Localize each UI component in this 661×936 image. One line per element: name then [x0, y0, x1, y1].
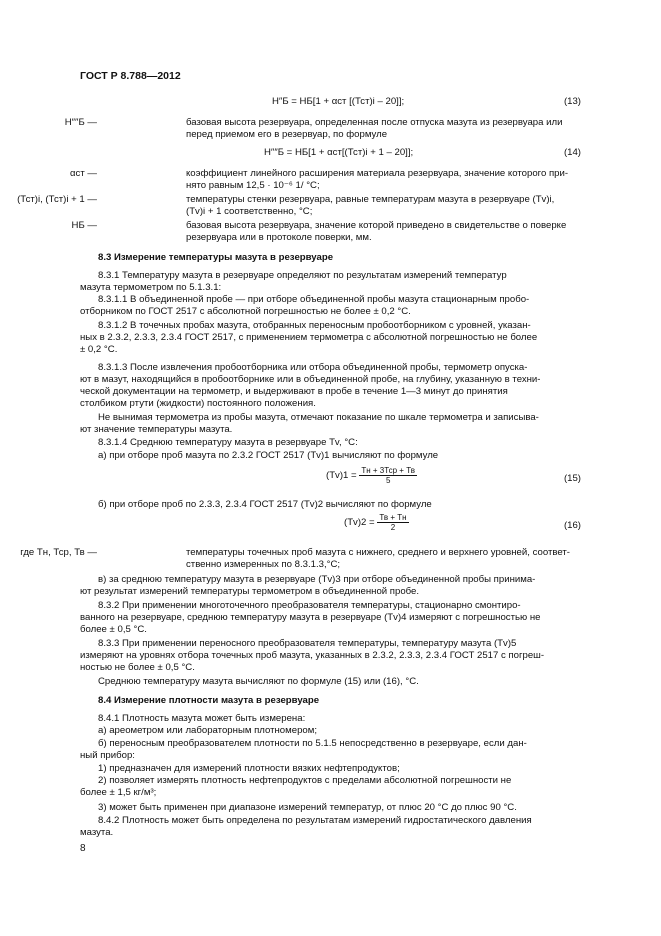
- para-8-3-1-3-line3: ческой документации на термометр, и выдерживают в пробе в течение 1—3 минут до принятия: [80, 386, 508, 397]
- para-8-4-1-sub-1: 1) предназначен для измерений плотности вязких нефтепродуктов;: [98, 763, 400, 774]
- para-item-v-line1: в) за среднюю температуру мазута в резервуаре (Тv)3 при отборе объединенной пробы принима-: [98, 574, 536, 585]
- formula-16-fraction: [377, 513, 408, 532]
- para-8-4-1-item-b-line2: ный прибор:: [80, 750, 135, 761]
- formula-15-numerator: Тн + 3Тср + Тв: [361, 466, 415, 475]
- formula-16-lhs: (Тv)2 =: [344, 517, 375, 529]
- formula-16-numerator: Тв + Тн: [379, 513, 407, 522]
- para-8-3-1-1-line1: 8.3.1.1 В объединенной пробе — при отборе объединенной пробы мазута стационарным пробо-: [98, 294, 530, 305]
- para-8-3-2-line1: 8.3.2 При применении многоточечного преобразователя температуры, стационарно смонтиро-: [98, 600, 521, 611]
- para-8-3-1-4-item-b: б) при отборе проб по 2.3.3, 2.3.4 ГОСТ 2517 (Тv)2 вычисляют по формуле: [98, 499, 432, 510]
- para-8-3-1-3-line2: ют в мазут, находящийся в пробоотборнике или в объединенной пробе, на глубину, указанную в техни-: [80, 374, 541, 385]
- para-8-4-1-sub-2-line2: более ± 1,5 кг/м³;: [80, 787, 157, 798]
- para-8-3-1-1-line2: отборником по ГОСТ 2517 с абсолютной погрешностью не более ± 0,2 °С.: [80, 306, 411, 317]
- page-header-title: ГОСТ Р 8.788—2012: [80, 70, 181, 82]
- def-symbol-alpha: αст —: [70, 168, 97, 179]
- def-symbol-hb2: Н″″Б —: [64, 117, 97, 128]
- para-8-3-3-line1: 8.3.3 При применении переносного преобразователя температуры, температуру мазута (Тv)5: [98, 638, 517, 649]
- para-8-3-1-2-line1: 8.3.1.2 В точечных пробах мазута, отобранных переносным пробоотборником с уровней, указан-: [98, 320, 531, 331]
- para-8-3-3-line3: ностью не более ± 0,5 °С.: [80, 662, 195, 673]
- para-8-4-1-item-a: а) ареометром или лабораторным плотномером;: [98, 725, 318, 736]
- para-8-3-2-line3: более ± 0,5 °С.: [80, 624, 147, 635]
- para-8-3-1-3-line4: столбиком ртути (жидкости) постоянного положения.: [80, 398, 316, 409]
- def-hb2-line2: перед приемом его в резервуар, по формуле: [186, 129, 388, 140]
- section-8-3-heading: 8.3 Измерение температуры мазута в резервуаре: [98, 252, 334, 263]
- formula-15-fraction: [359, 466, 417, 485]
- def-hb-line1: базовая высота резервуара, значение которой приведено в свидетельстве о поверке: [186, 220, 567, 231]
- def-hb2-line1: базовая высота резервуара, определенная после отпуска мазута из резервуара или: [186, 117, 563, 128]
- formula-16: [344, 513, 409, 532]
- def-temps-line2: ственно измеренных по 8.3.1.3,°С;: [186, 559, 341, 570]
- formula-16-number: (16): [563, 520, 581, 531]
- def-tst-line2: (Тv)i + 1 соответственно, °С;: [186, 206, 313, 217]
- formula-14-number: (14): [563, 147, 581, 158]
- para-8-4-1-item-b-line1: б) переносным преобразователем плотности по 5.1.5 непосредственно в резервуаре, если дан-: [98, 738, 527, 749]
- para-8-3-3-line2: измеряют на уровнях отбора точечных проб мазута, указанных в 2.3.2, 2.3.3, 2.3.4 ГОСТ 2517 с погреш-: [80, 650, 545, 661]
- para-8-4-1-line1: 8.4.1 Плотность мазута может быть измерена:: [98, 713, 306, 724]
- def-tst-line1: температуры стенки резервуара, равные температурам мазута в резервуаре (Тv)i,: [186, 194, 555, 205]
- para-8-3-1-line2: мазута термометром по 5.1.3.1:: [80, 282, 222, 293]
- formula-15-number: (15): [563, 473, 581, 484]
- formula-13-number: (13): [563, 96, 581, 107]
- para-note-line1: Не вынимая термометра из пробы мазута, отмечают показание по шкале термометра и записыва-: [98, 412, 539, 423]
- formula-15-lhs: (Тv)1 =: [326, 470, 357, 482]
- para-8-3-1-4-line1: 8.3.1.4 Среднюю температуру мазута в резервуаре Тv, °С:: [98, 437, 358, 448]
- para-8-4-1-sub-2-line1: 2) позволяет измерять плотность нефтепродуктов с пределами абсолютной погрешности не: [98, 775, 512, 786]
- def-symbol-tst: (Тст)i, (Тст)i + 1 —: [17, 194, 97, 205]
- para-avg-temp: Среднюю температуру мазута вычисляют по формуле (15) или (16), °С.: [98, 676, 419, 687]
- formula-13: Н″Б = НБ[1 + αст [(Тст)i – 20]];: [272, 96, 405, 107]
- section-8-4-heading: 8.4 Измерение плотности мазута в резервуаре: [98, 695, 320, 706]
- page-number: 8: [80, 843, 86, 854]
- para-item-v-line2: ют результат измерений температуры термометром в объединенной пробе.: [80, 586, 420, 597]
- formula-15-denominator: 5: [385, 476, 391, 485]
- def-symbol-temps: где Тн, Тср, Тв —: [20, 547, 97, 558]
- def-symbol-hb: НБ —: [71, 220, 97, 231]
- para-8-3-1-4-item-a: а) при отборе проб мазута по 2.3.2 ГОСТ 2517 (Тv)1 вычисляют по формуле: [98, 450, 439, 461]
- def-alpha-line1: коэффициент линейного расширения материала резервуара, значение которого при-: [186, 168, 569, 179]
- para-8-3-1-3-line1: 8.3.1.3 После извлечения пробоотборника или отбора объединенной пробы, термометр опуска-: [98, 362, 528, 373]
- para-8-4-2-line2: мазута.: [80, 827, 114, 838]
- formula-14: Н″″Б = НБ[1 + αст[(Тст)i + 1 – 20]];: [264, 147, 414, 158]
- formula-16-denominator: 2: [390, 523, 396, 532]
- para-8-4-2-line1: 8.4.2 Плотность может быть определена по результатам измерений гидростатического давления: [98, 815, 532, 826]
- para-note-line2: ют значение температуры мазута.: [80, 424, 233, 435]
- formula-15: [326, 466, 417, 485]
- def-hb-line2: резервуара или в протоколе поверки, мм.: [186, 232, 372, 243]
- para-8-4-1-sub-3: 3) может быть применен при диапазоне измерений температур, от плюс 20 °С до плюс 90 °С.: [98, 802, 517, 813]
- para-8-3-1-2-line2: ных в 2.3.2, 2.3.3, 2.3.4 ГОСТ 2517, с применением термометра с абсолютной погрешностью не более: [80, 332, 538, 343]
- para-8-3-1-line1: 8.3.1 Температуру мазута в резервуаре определяют по результатам измерений температур: [98, 270, 507, 281]
- def-alpha-line2: нято равным 12,5 · 10⁻⁶ 1/ °С;: [186, 180, 320, 191]
- para-8-3-2-line2: ванного на резервуаре, среднюю температуру мазута в резервуаре (Тv)4 измеряют с погрешностью не: [80, 612, 541, 623]
- def-temps-line1: температуры точечных проб мазута с нижнего, среднего и верхнего уровней, соответ-: [186, 547, 570, 558]
- para-8-3-1-2-line3: ± 0,2 °С.: [80, 344, 118, 355]
